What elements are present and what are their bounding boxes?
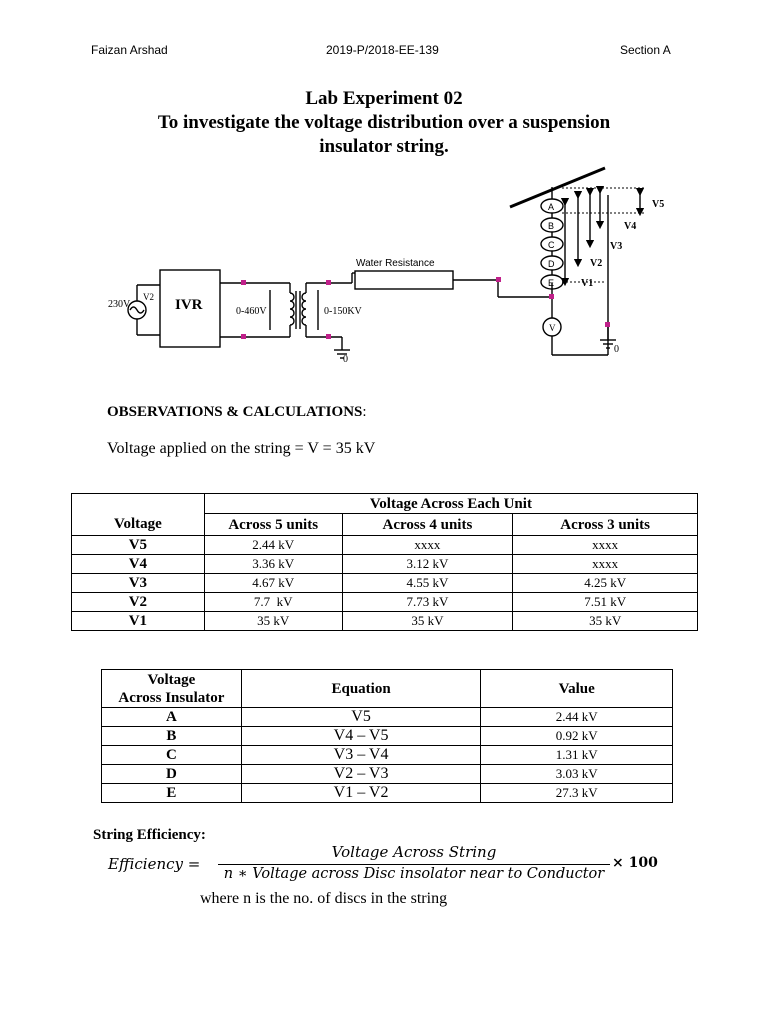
efficiency-multiplier: × 100 — [612, 855, 658, 871]
fraction-bar — [218, 864, 610, 865]
cell: 4.67 kV — [204, 574, 342, 593]
efficiency-heading: String Efficiency: — [93, 827, 206, 843]
cell: 4.55 kV — [342, 574, 513, 593]
table1-col-5: Across 5 units — [204, 514, 342, 536]
roll-number: 2019-P/2018-EE-139 — [326, 43, 439, 57]
cell: 3.36 kV — [204, 555, 342, 574]
cell: xxxx — [513, 536, 698, 555]
cell: 7.7 kV — [204, 593, 342, 612]
disc-a: A — [548, 202, 555, 212]
row-label: V2 — [72, 593, 205, 612]
disc-d: D — [548, 259, 555, 269]
table-row — [72, 593, 698, 612]
efficiency-lhs: Efficiency = — [108, 855, 201, 873]
equation-cell: V5 — [241, 708, 481, 727]
water-resistance-box — [355, 271, 453, 289]
ivr-label: IVR — [175, 297, 203, 313]
cell: 2.44 kV — [204, 536, 342, 555]
level-v2: V2 — [590, 258, 603, 269]
value-cell: 27.3 kV — [481, 784, 673, 803]
equation-cell: V3 – V4 — [241, 746, 481, 765]
insulator-table — [101, 669, 673, 803]
table-row — [72, 555, 698, 574]
row-label: V4 — [72, 555, 205, 574]
table-row — [102, 727, 673, 746]
cell: 7.51 kV — [513, 593, 698, 612]
equation-cell: V1 – V2 — [241, 784, 481, 803]
cell: 3.12 kV — [342, 555, 513, 574]
cell: 4.25 kV — [513, 574, 698, 593]
level-v5: V5 — [652, 199, 665, 210]
cell: 35 kV — [513, 612, 698, 631]
efficiency-note: where n is the no. of discs in the string — [200, 890, 448, 907]
title-line-3: insulator string. — [319, 136, 449, 157]
applied-voltage: Voltage applied on the string = V = 35 kV — [107, 440, 376, 457]
disc-c: C — [548, 240, 555, 250]
table1-col-voltage: Voltage — [72, 494, 205, 536]
v2-label: V2 — [143, 292, 154, 302]
efficiency-denominator: n ∗ Voltage across Disc insolator near to Conductor — [223, 866, 605, 882]
row-label: V3 — [72, 574, 205, 593]
table-row — [102, 784, 673, 803]
row-label: D — [102, 765, 242, 784]
table2-col-voltage: Voltage Across Insulator — [102, 670, 242, 708]
circuit-diagram — [100, 165, 680, 370]
supply-label: 230V — [108, 299, 131, 310]
cell: 35 kV — [204, 612, 342, 631]
row-label: E — [102, 784, 242, 803]
table-row — [102, 765, 673, 784]
voltage-table — [71, 493, 698, 631]
disc-b: B — [548, 221, 555, 231]
value-cell: 1.31 kV — [481, 746, 673, 765]
table-row — [102, 708, 673, 727]
range-high-label: 0-150KV — [324, 306, 362, 317]
row-label: A — [102, 708, 242, 727]
ground-right-label: 0 — [614, 344, 619, 355]
row-label: V1 — [72, 612, 205, 631]
cell: 35 kV — [342, 612, 513, 631]
equation-cell: V4 – V5 — [241, 727, 481, 746]
level-v4: V4 — [624, 221, 637, 232]
value-cell: 3.03 kV — [481, 765, 673, 784]
table-row — [72, 536, 698, 555]
table-row — [72, 612, 698, 631]
section-label: Section A — [620, 43, 671, 57]
observations-heading: OBSERVATIONS & CALCULATIONS: — [107, 404, 367, 420]
table2-col-value: Value — [481, 670, 673, 708]
ground-left-label: 0 — [343, 354, 348, 365]
equation-cell: V2 – V3 — [241, 765, 481, 784]
voltmeter-label: V — [549, 323, 556, 333]
level-v3: V3 — [610, 241, 623, 252]
efficiency-numerator: Voltage Across String — [331, 843, 497, 861]
table1-col-4: Across 4 units — [342, 514, 513, 536]
table1-col-3: Across 3 units — [513, 514, 698, 536]
author-name: Faizan Arshad — [91, 43, 168, 57]
level-v1: V1 — [581, 278, 594, 289]
value-cell: 2.44 kV — [481, 708, 673, 727]
row-label: V5 — [72, 536, 205, 555]
row-label: C — [102, 746, 242, 765]
title-line-1: Lab Experiment 02 — [305, 88, 463, 109]
row-label: B — [102, 727, 242, 746]
disc-e: E — [548, 278, 555, 288]
cell: xxxx — [513, 555, 698, 574]
value-cell: 0.92 kV — [481, 727, 673, 746]
range-low-label: 0-460V — [236, 306, 267, 317]
table-row — [102, 746, 673, 765]
water-resistance-label: Water Resistance — [356, 258, 435, 269]
table2-col-equation: Equation — [241, 670, 481, 708]
table-row — [72, 574, 698, 593]
title-line-2: To investigate the voltage distribution over a suspension — [157, 112, 611, 133]
cell: 7.73 kV — [342, 593, 513, 612]
table1-group-header: Voltage Across Each Unit — [204, 494, 697, 514]
cell: xxxx — [342, 536, 513, 555]
